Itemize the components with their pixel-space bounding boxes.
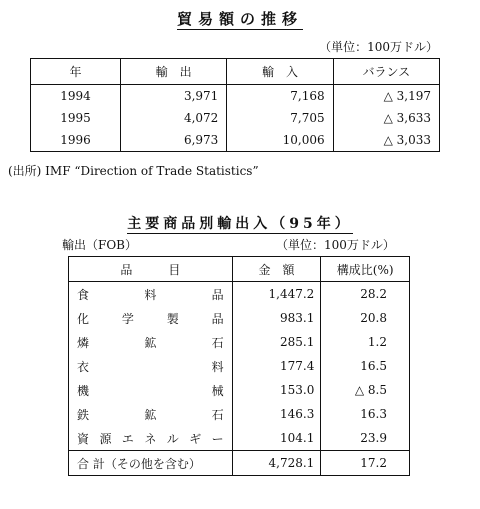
total-share-cell: 17.2 [321, 451, 410, 476]
year-cell: 1995 [31, 107, 121, 129]
imports-cell: 10,006 [227, 129, 333, 152]
item-cell: 燐鉱石 [69, 330, 233, 354]
table-row [69, 282, 410, 307]
table-row [31, 85, 440, 108]
exports-cell: 3,971 [120, 85, 226, 108]
trade-unit-note: （単位：100万ドル） [319, 40, 438, 54]
commodities-unit-note: （単位：100万ドル） [276, 238, 395, 252]
amount-cell: 104.1 [232, 426, 321, 451]
table-row [31, 107, 440, 129]
total-row [69, 451, 410, 476]
table-row [69, 426, 410, 451]
column-header-share: 構成比(%) [321, 257, 410, 282]
balance-cell: △ 3,197 [333, 85, 439, 108]
amount-cell: 177.4 [232, 354, 321, 378]
column-header-amount: 金 額 [232, 257, 321, 282]
share-cell: 16.3 [321, 402, 410, 426]
amount-cell: 1,447.2 [232, 282, 321, 307]
balance-cell: △ 3,033 [333, 129, 439, 152]
item-cell: 資源エネルギー [69, 426, 233, 451]
amount-cell: 146.3 [232, 402, 321, 426]
imports-cell: 7,705 [227, 107, 333, 129]
item-cell: 鉄鉱石 [69, 402, 233, 426]
imports-cell: 7,168 [227, 85, 333, 108]
trade-title: 貿易額の推移 [176, 10, 303, 28]
amount-cell: 983.1 [232, 306, 321, 330]
commodities-table [68, 256, 410, 476]
trade-table [30, 58, 440, 152]
item-cell: 衣料 [69, 354, 233, 378]
year-cell: 1994 [31, 85, 121, 108]
table-row [69, 306, 410, 330]
amount-cell: 285.1 [232, 330, 321, 354]
column-header-balance: バランス [333, 59, 439, 85]
column-header-exports: 輸 出 [120, 59, 226, 85]
table-row [69, 330, 410, 354]
share-cell: 16.5 [321, 354, 410, 378]
table-header-row [69, 257, 410, 282]
commodities-title: 主要商品別輸出入（95年） [127, 216, 353, 232]
exports-cell: 6,973 [120, 129, 226, 152]
table-header-row [31, 59, 440, 85]
share-cell: 1.2 [321, 330, 410, 354]
table-row [69, 378, 410, 402]
item-cell: 機械 [69, 378, 233, 402]
year-cell: 1996 [31, 129, 121, 152]
table-row [69, 402, 410, 426]
share-cell: △ 8.5 [321, 378, 410, 402]
share-cell: 23.9 [321, 426, 410, 451]
table-row [69, 354, 410, 378]
share-cell: 20.8 [321, 306, 410, 330]
column-header-item: 品 目 [69, 257, 233, 282]
share-cell: 28.2 [321, 282, 410, 307]
total-amount-cell: 4,728.1 [232, 451, 321, 476]
item-cell: 化学製品 [69, 306, 233, 330]
balance-cell: △ 3,633 [333, 107, 439, 129]
column-header-imports: 輸 入 [227, 59, 333, 85]
table-row [31, 129, 440, 152]
exports-fob-label: 輸出（FOB） [62, 238, 137, 252]
amount-cell: 153.0 [232, 378, 321, 402]
item-cell: 食料品 [69, 282, 233, 307]
exports-cell: 4,072 [120, 107, 226, 129]
total-label-cell: 合 計（その他を含む） [69, 451, 233, 476]
source-note: (出所) IMF “Direction of Trade Statistics” [8, 164, 259, 178]
column-header-year: 年 [31, 59, 121, 85]
